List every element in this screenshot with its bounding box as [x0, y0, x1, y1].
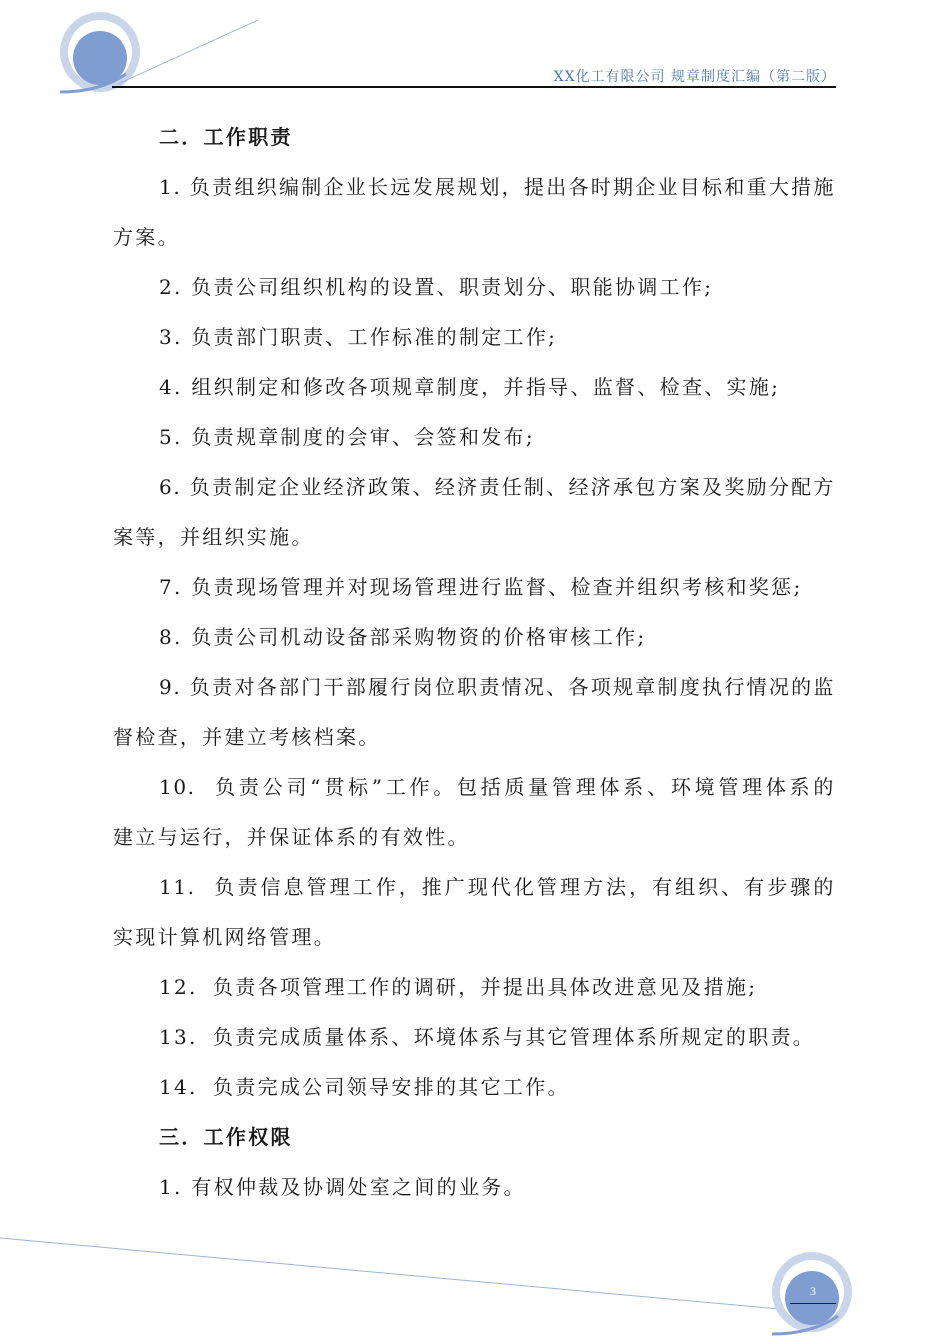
duty-item-1-line-2: 方案。: [113, 225, 180, 249]
page-number: 3: [810, 1284, 816, 1298]
duty-item-10-line-2: 建立与运行，并保证体系的有效性。: [113, 825, 470, 849]
header-rule: [112, 86, 836, 88]
duty-item-1-line-1: 1. 负责组织编制企业长远发展规划，提出各时期企业目标和重大措施: [159, 175, 835, 199]
duty-item-8: 8. 负责公司机动设备部采购物资的价格审核工作;: [159, 625, 647, 649]
item-number: 13.: [159, 1025, 198, 1049]
duty-item-9-line-2: 督检查，并建立考核档案。: [113, 725, 381, 749]
item-number: 14.: [159, 1075, 198, 1099]
duty-item-6-line-1: 6. 负责制定企业经济政策、经济责任制、经济承包方案及奖励分配方: [159, 475, 835, 499]
item-number: 10.: [159, 775, 196, 799]
section-heading: 二．工作职责: [159, 125, 293, 149]
duty-item-7: 7. 负责现场管理并对现场管理进行监督、检查并组织考核和奖惩;: [159, 575, 803, 599]
duty-item-4: 4. 组织制定和修改各项规章制度，并指导、监督、检查、实施;: [159, 375, 781, 399]
duty-item-6-line-2: 案等，并组织实施。: [113, 525, 314, 549]
item-text: 负责完成质量体系、环境体系与其它管理体系所规定的职责。: [213, 1025, 816, 1049]
duty-item-11-line-2: 实现计算机网络管理。: [113, 925, 336, 949]
duty-item-13: [113, 1012, 835, 1062]
duty-item-9-line-1: 9. 负责对各部门干部履行岗位职责情况、各项规章制度执行情况的监: [159, 675, 835, 699]
item-number: 11.: [159, 875, 196, 899]
duty-item-11-line-1: [113, 862, 835, 912]
duty-item-14: [113, 1062, 835, 1112]
item-text: 负责公司“贯标”工作。包括质量管理体系、环境管理体系的: [213, 775, 835, 799]
duty-item-3: 3. 负责部门职责、工作标准的制定工作;: [159, 325, 558, 349]
page-number-rule: [790, 1303, 836, 1304]
item-text: 负责信息管理工作，推广现代化管理方法，有组织、有步骤的: [213, 875, 835, 899]
item-number: 12.: [159, 975, 198, 999]
footer-decoration: [0, 1200, 950, 1344]
header-title: XX化工有限公司 规章制度汇编（第二版）: [553, 69, 836, 85]
authority-item-1: 1. 有权仲裁及协调处室之间的业务。: [159, 1175, 526, 1199]
item-text: 负责完成公司领导安排的其它工作。: [213, 1075, 570, 1099]
duty-item-12: [113, 962, 835, 1012]
header-decoration: [0, 0, 950, 110]
duty-item-5: 5. 负责规章制度的会审、会签和发布;: [159, 425, 535, 449]
section-heading: 三．工作权限: [159, 1125, 293, 1149]
duty-item-2: 2. 负责公司组织机构的设置、职责划分、职能协调工作;: [159, 275, 714, 299]
document-body: [113, 112, 835, 1212]
duty-item-10-line-1: [113, 762, 835, 812]
item-text: 负责各项管理工作的调研，并提出具体改进意见及措施;: [213, 975, 758, 999]
